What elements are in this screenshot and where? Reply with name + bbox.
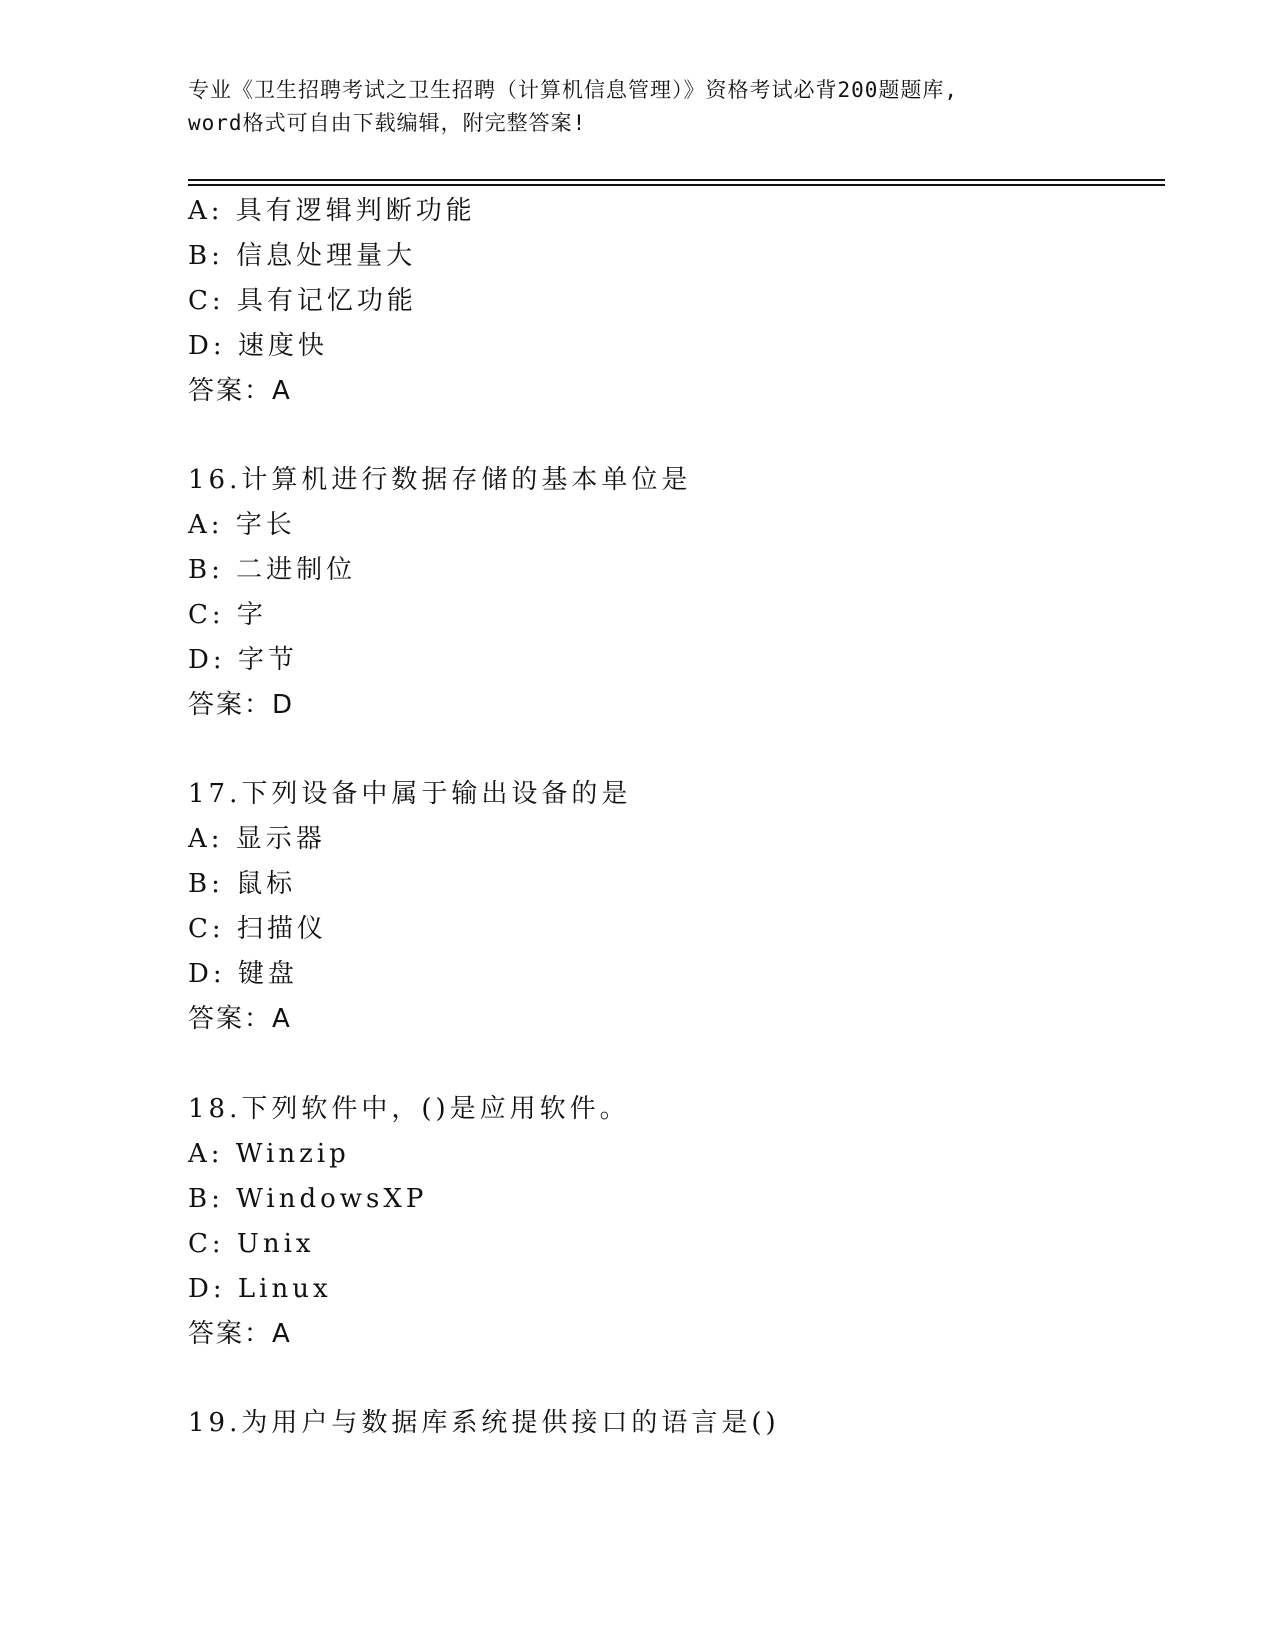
q17-option-b: B: 鼠标 — [188, 869, 297, 899]
header-divider-bottom — [188, 184, 1165, 186]
q15-option-a: A: 具有逻辑判断功能 — [188, 196, 476, 226]
q16-option-d: D: 字节 — [188, 645, 298, 675]
q16-question: 16.计算机进行数据存储的基本单位是 — [188, 465, 692, 495]
q19-question: 19.为用户与数据库系统提供接口的语言是() — [188, 1408, 780, 1438]
q17-answer: 答案：A — [188, 1004, 292, 1034]
q17-question: 17.下列设备中属于输出设备的是 — [188, 779, 632, 809]
q16-option-a: A: 字长 — [188, 510, 296, 540]
q18-option-c: C: Unix — [188, 1229, 315, 1259]
q15-option-b: B: 信息处理量大 — [188, 241, 417, 271]
header-line-1: 专业《卫生招聘考试之卫生招聘（计算机信息管理）》资格考试必背200题题库, — [188, 78, 959, 102]
q16-option-b: B: 二进制位 — [188, 555, 357, 585]
q18-answer: 答案：A — [188, 1319, 292, 1349]
q18-option-d: D: Linux — [188, 1274, 332, 1304]
q15-option-d: D: 速度快 — [188, 331, 328, 361]
q15-answer: 答案：A — [188, 376, 292, 406]
q16-answer: 答案：D — [188, 690, 295, 720]
q17-option-a: A: 显示器 — [188, 824, 326, 854]
q18-question: 18.下列软件中，()是应用软件。 — [188, 1094, 630, 1124]
q16-option-c: C: 字 — [188, 600, 267, 630]
q18-option-b: B: WindowsXP — [188, 1184, 428, 1214]
header-divider-top — [188, 179, 1165, 181]
q18-option-a: A: Winzip — [188, 1139, 350, 1169]
document-header — [188, 74, 1088, 140]
q17-option-c: C: 扫描仪 — [188, 914, 327, 944]
header-line-2: word格式可自由下载编辑，附完整答案! — [188, 111, 587, 135]
q15-option-c: C: 具有记忆功能 — [188, 286, 417, 316]
q17-option-d: D: 键盘 — [188, 959, 298, 989]
